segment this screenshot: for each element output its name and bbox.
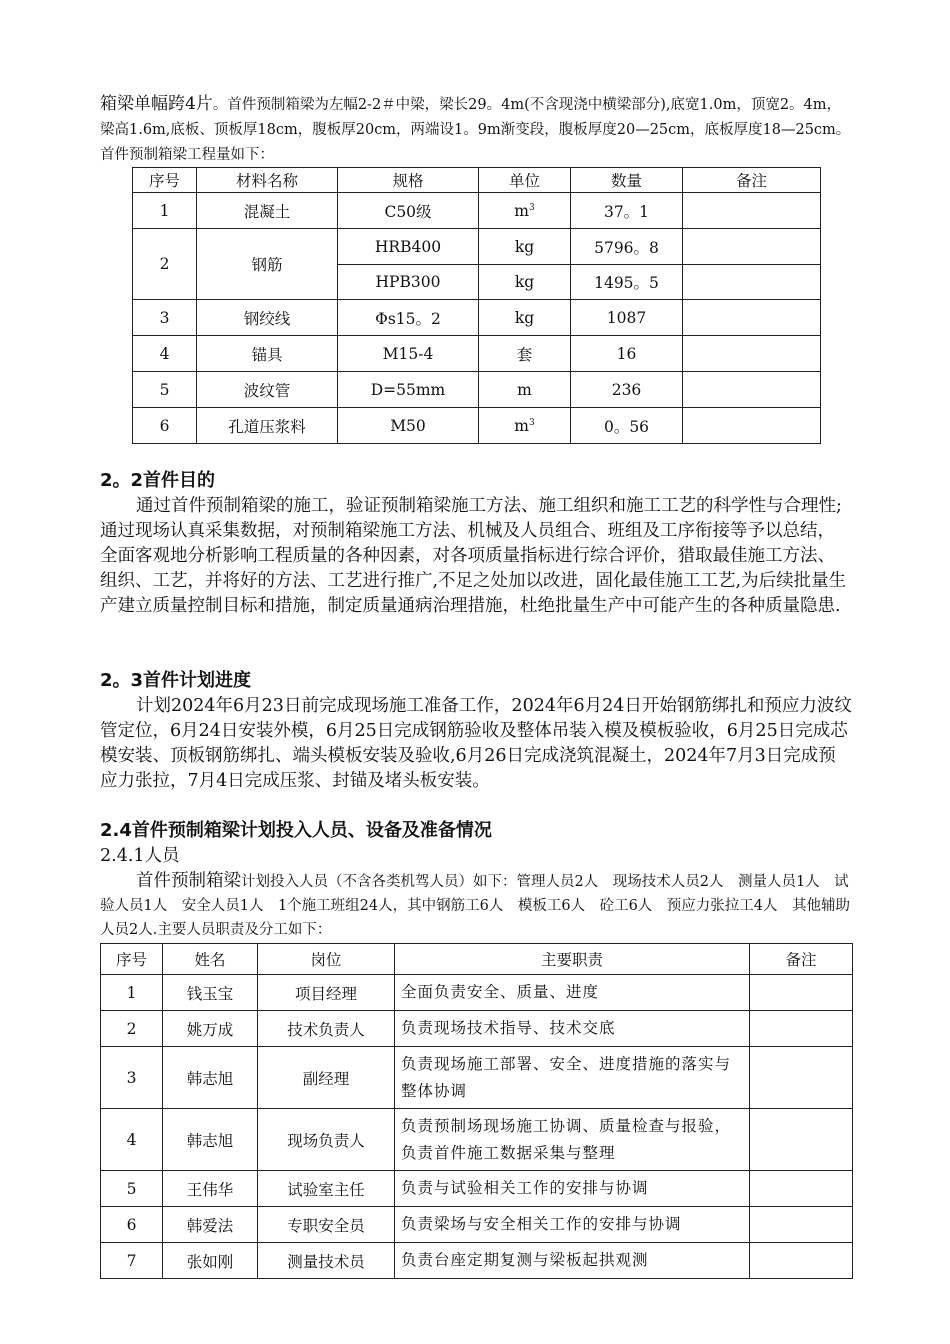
cell-note — [683, 193, 821, 229]
table-row — [101, 975, 853, 1011]
section-heading-2-4: 2.4首件预制箱梁计划投入人员、设备及准备情况 — [100, 820, 492, 841]
cell-unit: kg — [479, 229, 571, 265]
cell-no: 5 — [133, 372, 197, 408]
header-post: 岗位 — [258, 944, 395, 975]
table-row — [133, 336, 821, 372]
cell-note — [750, 1207, 853, 1243]
section-heading-2-3: 2。3首件计划进度 — [100, 670, 252, 691]
cell-note — [750, 975, 853, 1011]
cell-post: 现场负责人 — [258, 1109, 395, 1171]
cell-no: 7 — [101, 1243, 163, 1279]
cell-no: 1 — [133, 193, 197, 229]
cell-no: 6 — [101, 1207, 163, 1243]
cell-note — [750, 1171, 853, 1207]
cell-material: 波纹管 — [197, 372, 338, 408]
section-2-4-1-text: 计划投入人员（不含各类机驾人员）如下：管理人员2人 现场技术人员2人 测量人员1人 试验人员1人 安全人员1人 1个施工班组24人，其中钢筋工6人 模板工6人 砼工6人 预应力张拉工4人 其他辅助人员2人.主要人员职责及分工如下： — [100, 874, 851, 938]
header-material: 材料名称 — [197, 168, 338, 193]
cell-spec: HPB300 — [338, 265, 479, 300]
cell-note — [750, 1047, 853, 1109]
cell-no: 5 — [101, 1171, 163, 1207]
cell-name: 韩爱法 — [163, 1207, 258, 1243]
section-2-3-body: 计划2024年6月23日前完成现场施工准备工作，2024年6月24日开始钢筋绑扎和预应力波纹管定位，6月24日安装外模，6月25日完成钢筋验收及整体吊装入模及模板验收，6月25日完成芯模安装、顶板钢筋绑扎、端头模板安装及验收,6月26日完成浇筑混凝土，2024年7月3日完成预应力张拉，7月4日完成压浆、封锚及堵头板安装。 — [100, 696, 852, 791]
cell-no: 3 — [101, 1047, 163, 1109]
cell-unit — [479, 408, 571, 444]
section-2-4-1-body — [100, 869, 852, 942]
header-note: 备注 — [683, 168, 821, 193]
cell-post: 专职安全员 — [258, 1207, 395, 1243]
section-2-2-body: 通过首件预制箱梁的施工，验证预制箱梁施工方法、施工组织和施工工艺的科学性与合理性;通过现场认真采集数据，对预制箱梁施工方法、机械及人员组合、班组及工序衔接等予以总结，全面客观地分析影响工程质量的各种因素，对各项质量指标进行综合评价，猎取最佳施工方法、组织、工艺，并将好的方法、工艺进行推广,不足之处加以改进，固化最佳施工工艺,为后续批量生产建立质量控制目标和措施，制定质量通病治理措施，杜绝批量生产中可能产生的各种质量隐患. — [100, 496, 847, 616]
staff-table — [100, 943, 853, 1279]
cell-name: 韩志旭 — [163, 1047, 258, 1109]
cell-no: 4 — [133, 336, 197, 372]
cell-note — [683, 372, 821, 408]
header-qty: 数量 — [571, 168, 683, 193]
unit-superscript: 3 — [528, 417, 535, 428]
cell-unit — [479, 193, 571, 229]
cell-material: 钢绞线 — [197, 300, 338, 336]
cell-duty: 负责梁场与安全相关工作的安排与协调 — [395, 1207, 750, 1243]
table-row — [101, 1011, 853, 1047]
table-row — [133, 372, 821, 408]
cell-unit: 套 — [479, 336, 571, 372]
cell-spec: Φs15。2 — [338, 300, 479, 336]
header-unit: 单位 — [479, 168, 571, 193]
cell-no: 1 — [101, 975, 163, 1011]
intro-lead: 箱梁单幅跨4片 — [100, 94, 213, 114]
cell-post: 项目经理 — [258, 975, 395, 1011]
cell-no: 3 — [133, 300, 197, 336]
cell-no: 2 — [101, 1011, 163, 1047]
intro-paragraph — [100, 92, 852, 168]
unit-superscript: 3 — [528, 202, 535, 213]
table-row — [133, 229, 821, 265]
cell-material: 混凝土 — [197, 193, 338, 229]
cell-unit: kg — [479, 265, 571, 300]
cell-name: 钱玉宝 — [163, 975, 258, 1011]
cell-qty: 236 — [571, 372, 683, 408]
cell-material: 钢筋 — [197, 229, 338, 300]
cell-name: 韩志旭 — [163, 1109, 258, 1171]
table-header-row — [101, 944, 853, 975]
cell-note — [683, 265, 821, 300]
cell-material: 孔道压浆料 — [197, 408, 338, 444]
header-no: 序号 — [133, 168, 197, 193]
cell-no: 6 — [133, 408, 197, 444]
cell-qty: 16 — [571, 336, 683, 372]
unit-text: m — [514, 416, 529, 435]
materials-table — [132, 167, 821, 444]
section-2-4-1-heading: 2.4.1人员 — [100, 846, 180, 866]
cell-qty: 0。56 — [571, 408, 683, 444]
table-row — [133, 193, 821, 229]
cell-duty: 负责台座定期复测与梁板起拱观测 — [395, 1243, 750, 1279]
cell-qty: 37。1 — [571, 193, 683, 229]
table-row — [133, 300, 821, 336]
intro-text: 。首件预制箱梁为左幅2-2＃中梁，梁长29。4m(不含现浇中横梁部分),底宽1.0m，顶宽2。4m，梁高1.6m,底板、顶板厚18cm，腹板厚20cm，两端设1。9m渐变段，腹板厚度20—25cm，底板厚度18—25cm。首件预制箱梁工程量如下： — [100, 97, 851, 163]
cell-note — [683, 336, 821, 372]
section-2-4-1-lead: 首件预制箱梁 — [136, 871, 241, 891]
table-row — [101, 1207, 853, 1243]
table-row — [101, 1047, 853, 1109]
cell-note — [683, 300, 821, 336]
cell-note — [683, 408, 821, 444]
cell-duty: 负责现场技术指导、技术交底 — [395, 1011, 750, 1047]
cell-spec: C50级 — [338, 193, 479, 229]
cell-note — [750, 1243, 853, 1279]
cell-note — [750, 1109, 853, 1171]
table-row — [133, 408, 821, 444]
cell-no: 2 — [133, 229, 197, 300]
header-duty: 主要职责 — [395, 944, 750, 975]
cell-duty: 负责与试验相关工作的安排与协调 — [395, 1171, 750, 1207]
table-header-row — [133, 168, 821, 193]
cell-qty: 1087 — [571, 300, 683, 336]
header-note: 备注 — [750, 944, 853, 975]
cell-post: 试验室主任 — [258, 1171, 395, 1207]
cell-qty: 5796。8 — [571, 229, 683, 265]
cell-unit: m — [479, 372, 571, 408]
cell-post: 副经理 — [258, 1047, 395, 1109]
table-row — [101, 1171, 853, 1207]
cell-spec: M50 — [338, 408, 479, 444]
cell-spec: D=55mm — [338, 372, 479, 408]
unit-text: m — [514, 201, 529, 220]
cell-post: 测量技术员 — [258, 1243, 395, 1279]
cell-duty: 负责现场施工部署、安全、进度措施的落实与整体协调 — [395, 1047, 750, 1109]
cell-spec: HRB400 — [338, 229, 479, 265]
cell-spec: M15-4 — [338, 336, 479, 372]
header-spec: 规格 — [338, 168, 479, 193]
cell-duty: 全面负责安全、质量、进度 — [395, 975, 750, 1011]
table-row — [101, 1109, 853, 1171]
cell-note — [683, 229, 821, 265]
cell-note — [750, 1011, 853, 1047]
cell-post: 技术负责人 — [258, 1011, 395, 1047]
cell-material: 锚具 — [197, 336, 338, 372]
cell-qty: 1495。5 — [571, 265, 683, 300]
table-row — [101, 1243, 853, 1279]
cell-name: 姚万成 — [163, 1011, 258, 1047]
header-no: 序号 — [101, 944, 163, 975]
cell-name: 张如刚 — [163, 1243, 258, 1279]
cell-duty: 负责预制场现场施工协调、质量检查与报验，负责首件施工数据采集与整理 — [395, 1109, 750, 1171]
cell-no: 4 — [101, 1109, 163, 1171]
section-heading-2-2: 2。2首件目的 — [100, 470, 216, 491]
cell-name: 王伟华 — [163, 1171, 258, 1207]
cell-unit: kg — [479, 300, 571, 336]
header-name: 姓名 — [163, 944, 258, 975]
